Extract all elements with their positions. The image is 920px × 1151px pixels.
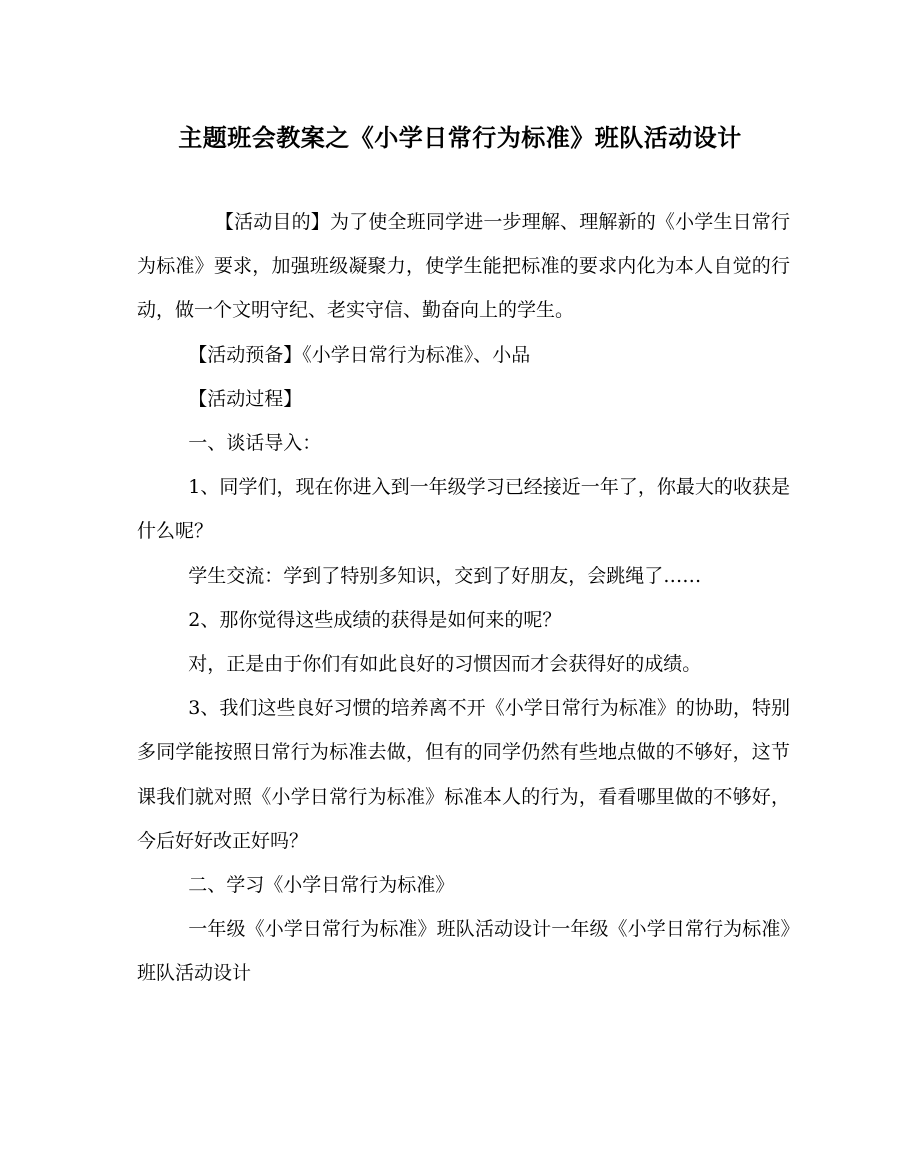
document-title: 主题班会教案之《小学日常行为标准》班队活动设计 bbox=[178, 124, 742, 152]
paragraph-activity-purpose: 【活动目的】为了使全班同学进一步理解、理解新的《小学生日常行为标准》要求，加强班级凝聚力，使学生能把标准的要求内化为本人自觉的行动，做一个文明守纪、老实守信、勤奋向上的学生。 bbox=[137, 211, 790, 322]
paragraph-question-one: 1、同学们，现在你进入到一年级学习已经接近一年了，你最大的收获是什么呢？ bbox=[137, 476, 790, 543]
paragraph-answer-two: 对，正是由于你们有如此良好的习惯因而才会获得好的成绩。 bbox=[188, 653, 702, 676]
paragraph-section-one-heading: 一、谈话导入： bbox=[188, 432, 322, 455]
paragraph-question-two: 2、那你觉得这些成绩的获得是如何来的呢？ bbox=[188, 608, 562, 631]
paragraph-question-three: 3、我们这些良好习惯的培养离不开《小学日常行为标准》的协助，特别多同学能按照日常行为标准去做，但有的同学仍然有些地点做的不够好，这节课我们就对照《小学日常行为标准》标准本人的行为，看看哪里做的不够好，今后好好改正好吗？ bbox=[137, 697, 790, 852]
paragraph-student-exchange: 学生交流：学到了特别多知识，交到了好朋友，会跳绳了…… bbox=[188, 564, 702, 587]
paragraph-section-two-heading: 二、学习《小学日常行为标准》 bbox=[188, 874, 455, 897]
paragraph-activity-process: 【活动过程】 bbox=[188, 387, 303, 410]
paragraph-activity-preparation: 【活动预备】《小学日常行为标准》、小品 bbox=[188, 343, 531, 366]
paragraph-footer-text: 一年级《小学日常行为标准》班队活动设计一年级《小学日常行为标准》班队活动设计 bbox=[137, 918, 790, 985]
document-body bbox=[137, 200, 790, 996]
